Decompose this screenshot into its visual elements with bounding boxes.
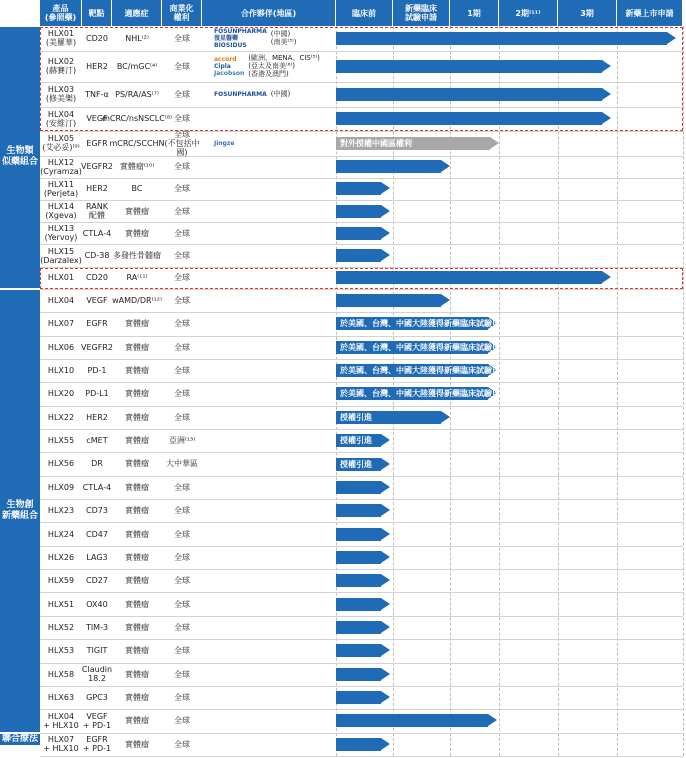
row-indication: 實體瘤 xyxy=(125,599,149,609)
row-rights: 全球 xyxy=(174,389,190,399)
progress-bar xyxy=(336,205,381,218)
row-indication: 實體瘤 xyxy=(125,366,149,376)
progress-note: 於美國、台灣、中國大陸獲得新藥臨床試驗申請批准 xyxy=(340,342,524,352)
row-rights: 全球 xyxy=(174,89,190,99)
partner-logo: accord xyxy=(214,55,237,63)
row-rights: 全球 (不包括中國) xyxy=(164,129,200,157)
partner-logo: Jacobson xyxy=(214,69,245,77)
stage-gridline xyxy=(617,26,618,756)
row-rights: 亞洲⁽¹³⁾ xyxy=(168,436,196,446)
progress-bar xyxy=(336,714,488,727)
row-product: HLX23 xyxy=(47,506,75,516)
progress-bar xyxy=(336,317,524,330)
row-rights: 全球 xyxy=(174,228,190,238)
row-product: HLX53 xyxy=(47,646,75,656)
row-indication: 實體瘤 xyxy=(125,206,149,216)
progress-arrow xyxy=(490,137,499,149)
progress-note: 於美國、台灣、中國大陸獲得新藥臨床試驗申請批准 xyxy=(340,366,524,376)
row-target: CTLA-4 xyxy=(82,228,112,238)
column-header-3: 商業化 權利 xyxy=(162,0,201,26)
row-rights: 全球 xyxy=(174,739,190,749)
row-rights: 全球 xyxy=(174,482,190,492)
row-product: HLX04 (安維汀) xyxy=(45,109,77,128)
progress-arrow xyxy=(381,481,390,493)
row-rights: 全球 xyxy=(174,412,190,422)
column-header-8: 2期⁽¹¹⁾ xyxy=(499,0,557,26)
row-rights: 全球 xyxy=(174,529,190,539)
progress-arrow xyxy=(488,714,497,726)
row-target: VEGFR2 xyxy=(81,342,113,352)
row-product: HLX05 (艾必妥)⁽⁹⁾ xyxy=(42,134,80,153)
row-rights: 全球 xyxy=(174,184,190,194)
column-header-2: 適應症 xyxy=(112,0,161,26)
progress-arrow xyxy=(381,182,390,194)
progress-arrow xyxy=(381,738,390,750)
row-indication: 實體瘤 xyxy=(125,482,149,492)
row-partner xyxy=(214,131,334,156)
progress-note: 對外授權中國區權利 xyxy=(340,138,412,148)
row-rights: 全球 xyxy=(174,506,190,516)
row-target: VEGFR2 xyxy=(81,162,113,172)
column-header-4: 合作夥伴(地區) xyxy=(202,0,335,26)
row-target: CD-38 xyxy=(84,251,110,260)
row-indication: 實體瘤 xyxy=(125,412,149,422)
partner-logo: FOSUNPHARMA 復星醫藥 xyxy=(214,27,267,42)
row-target: TNF-α xyxy=(85,89,109,99)
progress-note: 授權引進 xyxy=(340,436,372,446)
progress-bar xyxy=(336,364,524,377)
row-target: HER2 xyxy=(86,412,108,422)
progress-arrow xyxy=(381,434,390,446)
progress-bar xyxy=(336,182,381,195)
row-product: HLX04 xyxy=(47,295,75,305)
progress-arrow xyxy=(381,644,390,656)
progress-arrow xyxy=(381,598,390,610)
row-rights: 全球 xyxy=(174,366,190,376)
row-product: HLX02 (赫賽汀) xyxy=(45,57,77,76)
progress-bar xyxy=(336,227,381,240)
row-indication: 實體瘤 xyxy=(125,342,149,352)
row-product: HLX10 xyxy=(47,366,75,376)
row-target: VEGF xyxy=(86,114,108,124)
progress-bar xyxy=(336,551,381,564)
column-header-1: 靶點 xyxy=(82,0,111,26)
row-product: HLX07 + HLX10 xyxy=(43,735,79,754)
row-rights: 全球 xyxy=(174,273,190,283)
progress-bar xyxy=(336,621,381,634)
row-indication: 實體瘤 xyxy=(125,529,149,539)
row-indication: 實體瘤 xyxy=(125,436,149,446)
progress-arrow xyxy=(381,205,390,217)
progress-arrow xyxy=(381,249,390,261)
progress-arrow xyxy=(381,621,390,633)
row-target: CD20 xyxy=(86,33,108,43)
progress-note: 授權引進 xyxy=(340,412,372,422)
row-target: Claudin 18.2 xyxy=(81,665,113,684)
row-product: HLX14 (Xgeva) xyxy=(45,202,77,221)
row-target: VEGF + PD-1 xyxy=(82,711,112,730)
partner-region: (中國) (南美⁽³⁾) xyxy=(270,30,297,47)
column-header-9: 3期 xyxy=(558,0,616,26)
row-product: HLX59 xyxy=(47,576,75,586)
progress-bar xyxy=(336,481,381,494)
partner-logo: Cipla xyxy=(214,62,231,70)
stage-gridline xyxy=(683,26,684,756)
group-label-2: 聯合療法 xyxy=(1,733,38,744)
row-product: HLX11 (Perjeta) xyxy=(43,179,79,198)
row-product: HLX58 xyxy=(47,669,75,679)
row-indication: PS/RA/AS⁽⁷⁾ xyxy=(115,89,159,99)
row-target: DR xyxy=(91,459,103,469)
row-product: HLX63 xyxy=(47,693,75,703)
row-target: PD-L1 xyxy=(85,389,109,399)
row-indication: mCRC/SCCHN xyxy=(109,138,165,148)
row-rights: 全球 xyxy=(174,693,190,703)
row-rights: 全球 xyxy=(174,552,190,562)
highlight-box xyxy=(40,268,683,289)
progress-arrow xyxy=(441,160,450,172)
column-header-10: 新藥上市申請 xyxy=(617,0,682,26)
row-rights: 全球 xyxy=(174,319,190,329)
row-indication: 實體瘤 xyxy=(125,646,149,656)
progress-bar xyxy=(336,294,441,307)
column-header-6: 新藥臨床 試驗申請 xyxy=(393,0,449,26)
row-rights: 全球 xyxy=(174,623,190,632)
progress-bar xyxy=(336,411,441,424)
row-indication: 實體瘤 xyxy=(125,459,149,469)
progress-bar xyxy=(336,691,381,704)
row-rights: 全球 xyxy=(174,206,190,216)
row-product: HLX01 (美羅華) xyxy=(45,29,77,48)
row-product: HLX03 (修美樂) xyxy=(45,85,77,104)
progress-note: 授權引進 xyxy=(340,459,372,469)
row-rights: 全球 xyxy=(174,251,190,260)
row-indication: RA⁽¹¹⁾ xyxy=(126,273,148,283)
progress-arrow xyxy=(381,528,390,540)
row-rights: 全球 xyxy=(174,342,190,352)
row-indication: 實體瘤⁽¹⁰⁾ xyxy=(119,162,155,172)
row-product: HLX24 xyxy=(47,529,75,539)
row-indication: NHL⁽²⁾ xyxy=(125,33,149,43)
row-product: HLX51 xyxy=(47,599,75,609)
progress-arrow xyxy=(381,227,390,239)
progress-arrow xyxy=(381,574,390,586)
progress-bar xyxy=(336,644,381,657)
highlight-box xyxy=(40,27,683,131)
row-target: CD20 xyxy=(86,273,108,283)
row-product: HLX13 (Yervoy) xyxy=(44,224,78,243)
progress-bar xyxy=(336,668,381,681)
progress-arrow xyxy=(381,551,390,563)
row-target: LAG3 xyxy=(86,552,108,562)
partner-logo: FOSUNPHARMA xyxy=(214,90,267,98)
partner-region: (中國) xyxy=(270,90,291,99)
row-product: HLX12 (Cyramza) xyxy=(40,157,82,176)
row-product: HLX56 xyxy=(47,459,75,469)
row-target: PD-1 xyxy=(87,366,107,376)
row-rights: 全球 xyxy=(174,295,190,305)
row-indication: 實體瘤 xyxy=(125,623,149,632)
group-label-0: 生物類 似藥組合 xyxy=(0,27,40,288)
row-indication: 多發性骨髓瘤 xyxy=(113,251,161,260)
row-indication: BC xyxy=(131,184,143,194)
progress-bar xyxy=(336,738,381,751)
progress-bar xyxy=(336,249,381,262)
progress-bar xyxy=(336,528,381,541)
row-target: CD47 xyxy=(86,529,108,539)
row-indication: 實體瘤 xyxy=(125,693,149,703)
row-target: CTLA-4 xyxy=(82,482,112,492)
row-product: HLX04 + HLX10 xyxy=(43,711,79,730)
row-product: HLX20 xyxy=(47,389,75,399)
row-indication: BC/mGC⁽⁴⁾ xyxy=(116,61,158,71)
progress-bar xyxy=(336,160,441,173)
row-product: HLX01 xyxy=(47,273,75,283)
row-product: HLX07 xyxy=(47,319,75,329)
row-rights: 全球 xyxy=(174,599,190,609)
row-target: GPC3 xyxy=(86,693,108,703)
row-indication: 實體瘤 xyxy=(125,506,149,516)
row-indication: 實體瘤 xyxy=(125,739,149,749)
row-product: HLX55 xyxy=(47,436,75,446)
row-rights: 全球 xyxy=(174,669,190,679)
row-target: cMET xyxy=(86,436,108,446)
stage-gridline xyxy=(558,26,559,756)
row-target: HER2 xyxy=(86,184,108,194)
row-rights: 全球 xyxy=(174,646,190,656)
column-header-0: 產品 (參照藥) xyxy=(40,0,81,26)
progress-arrow xyxy=(381,458,390,470)
row-product: HLX52 xyxy=(47,623,75,632)
progress-arrow xyxy=(381,668,390,680)
row-target: TIGIT xyxy=(86,646,108,656)
row-target: OX40 xyxy=(86,599,108,609)
row-indication: 實體瘤 xyxy=(125,552,149,562)
progress-bar xyxy=(336,137,490,150)
progress-bar xyxy=(336,598,381,611)
progress-arrow xyxy=(441,411,450,423)
row-product: HLX15 (Darzalex) xyxy=(40,246,82,265)
row-target: TIM-3 xyxy=(85,623,109,632)
row-indication: 實體瘤 xyxy=(125,576,149,586)
progress-note: 於美國、台灣、中國大陸獲得新藥臨床試驗申請批准 xyxy=(340,319,524,329)
progress-bar xyxy=(336,574,381,587)
row-target: EGFR xyxy=(86,319,108,329)
progress-bar xyxy=(336,434,381,447)
row-indication: 實體瘤 xyxy=(125,716,149,726)
row-rights: 全球 xyxy=(174,61,190,71)
progress-note: 於美國、台灣、中國大陸獲得新藥臨床試驗申請批准 xyxy=(340,389,524,399)
progress-bar xyxy=(336,341,524,354)
column-header-7: 1期 xyxy=(450,0,498,26)
row-product: HLX22 xyxy=(47,412,75,422)
row-target: CD27 xyxy=(86,576,108,586)
row-indication: mCRC/nsNSCLC⁽⁸⁾ xyxy=(102,114,172,124)
row-rights: 全球 xyxy=(174,716,190,726)
row-divider xyxy=(40,756,683,757)
row-target: RANK 配體 xyxy=(86,202,108,221)
group-label-1: 生物創 新藥組合 xyxy=(0,290,40,732)
partner-logo: Jingze xyxy=(214,139,235,147)
partner-logos xyxy=(214,140,234,147)
row-product: HLX26 xyxy=(47,552,75,562)
partner-logo: BIOSIDUS xyxy=(214,41,247,49)
row-rights: 全球 xyxy=(174,162,190,172)
row-target: EGFR + PD-1 xyxy=(82,735,112,754)
progress-arrow xyxy=(381,691,390,703)
column-header-5: 臨床前 xyxy=(336,0,392,26)
row-target: EGFR xyxy=(86,138,108,148)
progress-bar xyxy=(336,387,524,400)
row-target: HER2 xyxy=(86,61,108,71)
progress-arrow xyxy=(381,504,390,516)
partner-region: (歐洲、MENA、CIS⁽⁵⁾) (亞太及南美⁽⁶⁾) (香港及澳門) xyxy=(248,54,320,79)
row-rights: 全球 xyxy=(174,114,190,124)
progress-bar xyxy=(336,458,381,471)
row-indication: 實體瘤 xyxy=(125,669,149,679)
row-target: VEGF xyxy=(86,295,108,305)
row-indication: 實體瘤 xyxy=(125,389,149,399)
row-product: HLX09 xyxy=(47,482,75,492)
row-rights: 全球 xyxy=(174,33,190,43)
row-indication: wAMD/DR⁽¹²⁾ xyxy=(112,295,162,305)
row-indication: 實體瘤 xyxy=(125,319,149,329)
row-product: HLX06 xyxy=(47,342,75,352)
progress-bar xyxy=(336,504,381,517)
row-rights: 大中華區 xyxy=(166,459,198,469)
progress-arrow xyxy=(441,294,450,306)
row-rights: 全球 xyxy=(174,576,190,586)
row-target: CD73 xyxy=(86,506,108,516)
row-indication: 實體瘤 xyxy=(125,228,149,238)
